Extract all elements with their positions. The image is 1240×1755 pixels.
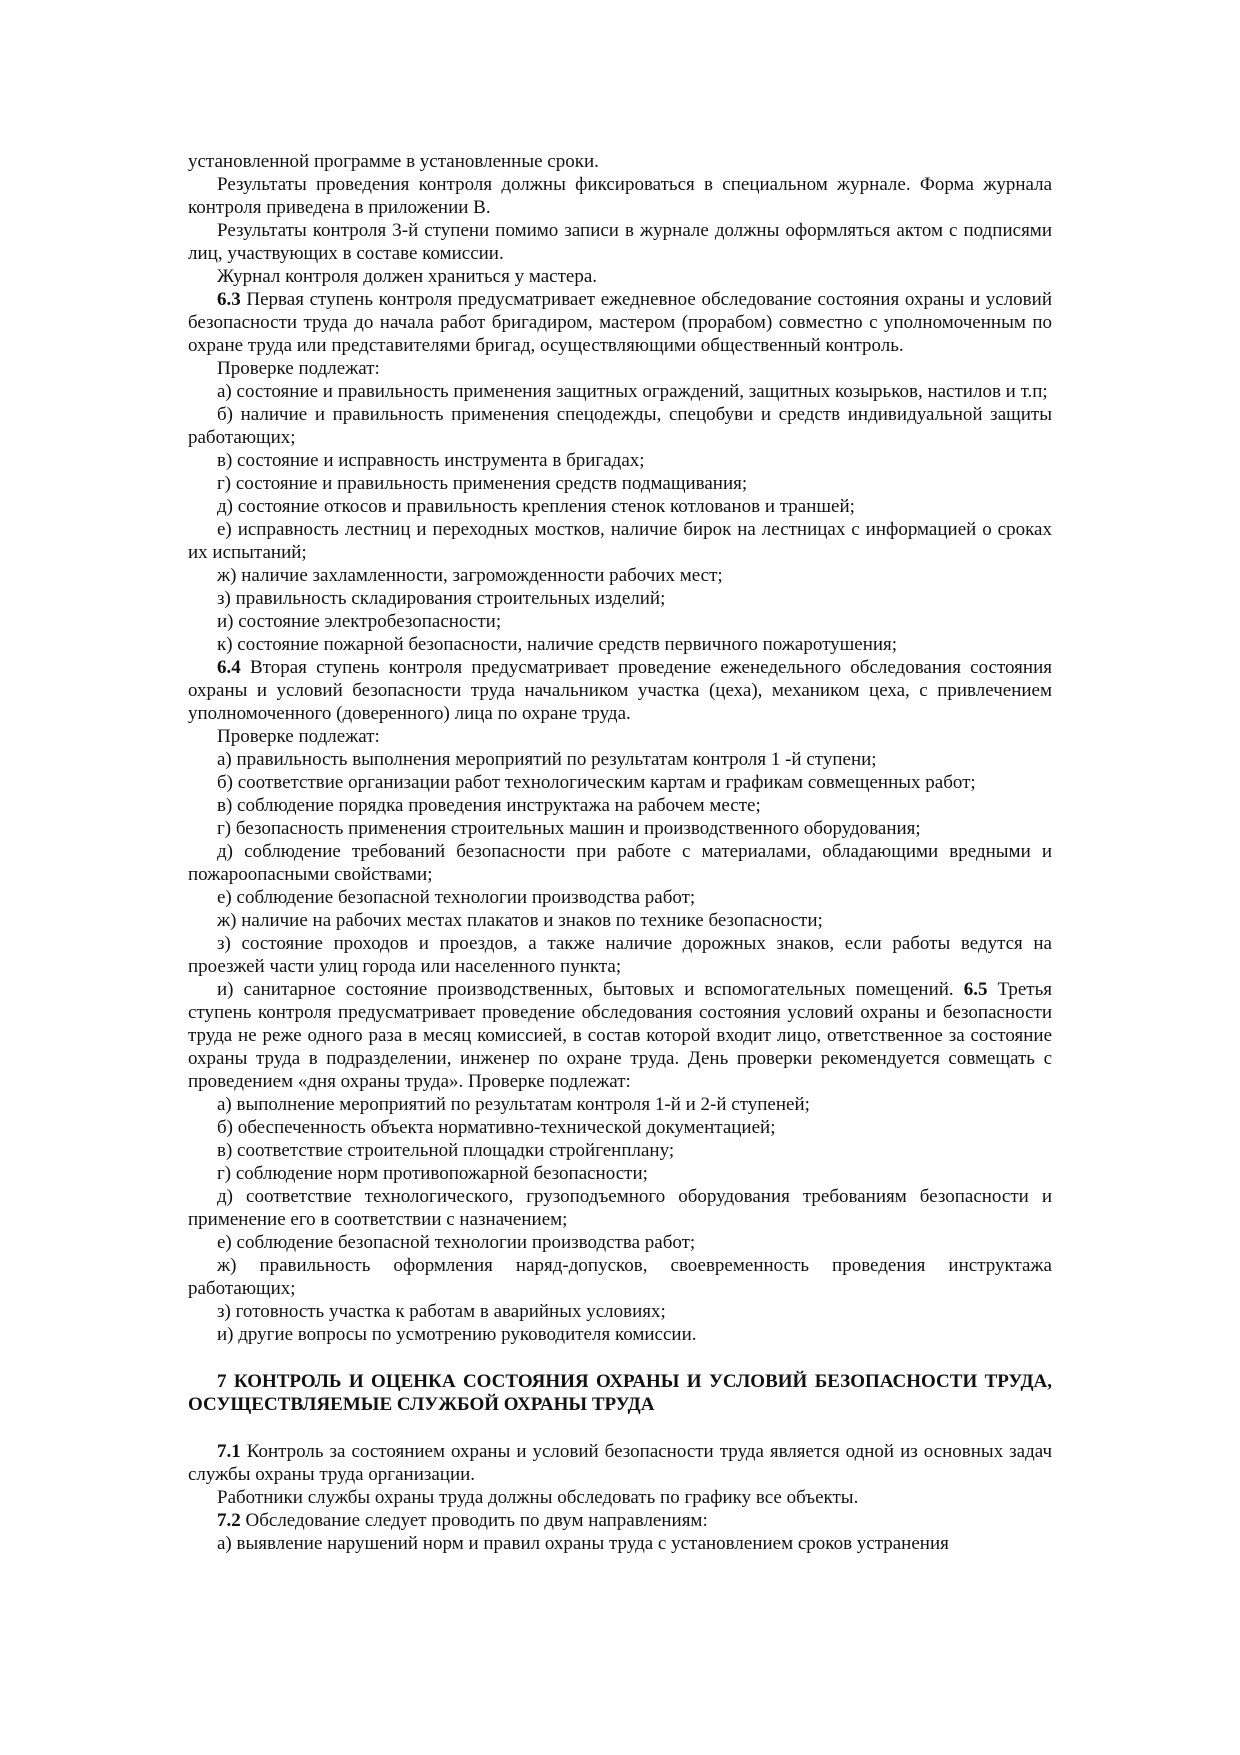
clause-number: 6.5 — [963, 979, 988, 1000]
paragraph-text: б) соответствие организации работ технологическим картам и графикам совмещенных работ; — [217, 772, 976, 793]
paragraph-text: ж) наличие на рабочих местах плакатов и знаков по технике безопасности; — [217, 910, 823, 931]
paragraph — [188, 932, 1052, 978]
paragraph-text: б) наличие и правильность применения спецодежды, спецобуви и средств индивидуальной защиты работающих; — [188, 404, 1052, 448]
paragraph-text: з) готовность участка к работам в аварийных условиях; — [217, 1301, 666, 1322]
paragraph — [188, 817, 1052, 840]
paragraph — [188, 403, 1052, 449]
paragraph — [188, 1440, 1052, 1486]
paragraph — [188, 1486, 1052, 1509]
paragraph-text: а) выполнение мероприятий по результатам контроля 1-й и 2-й ступеней; — [217, 1094, 810, 1115]
paragraph — [188, 1162, 1052, 1185]
paragraph — [188, 1093, 1052, 1116]
paragraph — [188, 449, 1052, 472]
paragraph — [188, 1532, 1052, 1555]
paragraph — [188, 472, 1052, 495]
paragraph — [188, 587, 1052, 610]
paragraph — [188, 1116, 1052, 1139]
paragraph — [188, 794, 1052, 817]
paragraph — [188, 564, 1052, 587]
section-paragraph-list — [188, 1440, 1052, 1555]
paragraph — [188, 725, 1052, 748]
paragraph-text: в) соблюдение порядка проведения инструктажа на рабочем месте; — [217, 795, 761, 816]
paragraph-text: Журнал контроля должен храниться у мастера. — [217, 266, 597, 287]
paragraph — [188, 265, 1052, 288]
paragraph — [188, 656, 1052, 725]
paragraph-text: Вторая ступень контроля предусматривает проведение еженедельного обследования состояния охраны и условий безопасности труда начальником участка (цеха), механиком цеха, с привлечением уполномоченного (доверенного) лица по охране труда. — [188, 657, 1052, 724]
paragraph — [188, 380, 1052, 403]
paragraph-text: е) соблюдение безопасной технологии производства работ; — [217, 1232, 696, 1253]
paragraph — [188, 1231, 1052, 1254]
paragraph-text: Обследование следует проводить по двум направлениям: — [245, 1510, 708, 1531]
paragraph-text: ж) наличие захламленности, загроможденности рабочих мест; — [217, 565, 723, 586]
paragraph-text: и) другие вопросы по усмотрению руководителя комиссии. — [217, 1324, 697, 1345]
paragraph — [188, 1254, 1052, 1300]
paragraph-text: Результаты контроля 3-й ступени помимо записи в журнале должны оформляться актом с подписями лиц, участвующих в составе комиссии. — [188, 220, 1052, 264]
paragraph — [188, 219, 1052, 265]
paragraph — [188, 978, 1052, 1093]
paragraph — [188, 1323, 1052, 1346]
paragraph-list — [188, 150, 1052, 1346]
paragraph — [188, 495, 1052, 518]
paragraph — [188, 771, 1052, 794]
clause-number: 7.1 — [217, 1441, 241, 1462]
paragraph-text: в) соответствие строительной площадки стройгенплану; — [217, 1140, 675, 1161]
paragraph-text: е) исправность лестниц и переходных мостков, наличие бирок на лестницах с информацией о сроках их испытаний; — [188, 519, 1052, 563]
paragraph — [188, 909, 1052, 932]
paragraph — [188, 150, 1052, 173]
paragraph-text: е) соблюдение безопасной технологии производства работ; — [217, 887, 696, 908]
paragraph-text: д) состояние откосов и правильность крепления стенок котлованов и траншей; — [217, 496, 855, 517]
paragraph — [188, 610, 1052, 633]
paragraph-text: Проверке подлежат: — [217, 726, 380, 747]
paragraph-text: б) обеспеченность объекта нормативно-технической документацией; — [217, 1117, 776, 1138]
paragraph — [188, 1185, 1052, 1231]
paragraph-text: установленной программе в установленные сроки. — [188, 151, 599, 172]
paragraph-text: з) состояние проходов и проездов, а также наличие дорожных знаков, если работы ведутся на проезжей части улиц города или населенного пункта; — [188, 933, 1052, 977]
paragraph — [188, 173, 1052, 219]
paragraph-text: г) соблюдение норм противопожарной безопасности; — [217, 1163, 648, 1184]
paragraph-text: Первая ступень контроля предусматривает ежедневное обследование состояния охраны и условий безопасности труда до начала работ бригадиром, мастером (прорабом) совместно с уполномоченным по охране труда или представителями бригад, осуществляющими общественный контроль. — [188, 289, 1052, 356]
paragraph-text: г) безопасность применения строительных машин и производственного оборудования; — [217, 818, 921, 839]
document-page — [188, 150, 1052, 1555]
clause-number: 6.4 — [217, 657, 241, 678]
paragraph-text: в) состояние и исправность инструмента в бригадах; — [217, 450, 645, 471]
paragraph-text: и) санитарное состояние производственных, бытовых и вспомогательных помещений. — [217, 979, 954, 1000]
paragraph-text: з) правильность складирования строительных изделий; — [217, 588, 666, 609]
paragraph — [188, 357, 1052, 380]
paragraph — [188, 1300, 1052, 1323]
paragraph-text: Работники службы охраны труда должны обследовать по графику все объекты. — [217, 1487, 859, 1508]
clause-number: 6.3 — [217, 289, 241, 310]
paragraph — [188, 1509, 1052, 1532]
paragraph-text: к) состояние пожарной безопасности, наличие средств первичного пожаротушения; — [217, 634, 898, 655]
paragraph-text: Результаты проведения контроля должны фиксироваться в специальном журнале. Форма журнала контроля приведена в приложении В. — [188, 174, 1052, 218]
paragraph-text: Проверке подлежат: — [217, 358, 380, 379]
paragraph-text: Третья ступень контроля предусматривает проведение обследования состояния условий охраны и безопасности труда не реже одного раза в месяц комиссией, в состав которой входит лицо, ответственное за состояние охраны труда в подразделении, инженер по охране труда. День проверки рекомендуется совмещать с проведением «дня охраны труда». Проверке подлежат: — [188, 979, 1052, 1092]
paragraph-text: а) состояние и правильность применения защитных ограждений, защитных козырьков, настилов и т.п; — [217, 381, 1048, 402]
paragraph-text: а) правильность выполнения мероприятий по результатам контроля 1 -й ступени; — [217, 749, 877, 770]
paragraph-text: г) состояние и правильность применения средств подмащивания; — [217, 473, 748, 494]
paragraph-text: д) соответствие технологического, грузоподъемного оборудования требованиям безопасности и применение его в соответствии с назначением; — [188, 1186, 1052, 1230]
paragraph — [188, 886, 1052, 909]
paragraph — [188, 840, 1052, 886]
paragraph — [188, 518, 1052, 564]
paragraph-text: Контроль за состоянием охраны и условий безопасности труда является одной из основных задач службы охраны труда организации. — [188, 1441, 1053, 1485]
section-heading: 7 КОНТРОЛЬ И ОЦЕНКА СОСТОЯНИЯ ОХРАНЫ И УСЛОВИЙ БЕЗОПАСНОСТИ ТРУДА, ОСУЩЕСТВЛЯЕМЫЕ СЛУЖБОЙ ОХРАНЫ ТРУДА — [188, 1371, 1052, 1415]
paragraph — [188, 748, 1052, 771]
paragraph-text: д) соблюдение требований безопасности при работе с материалами, обладающими вредными и пожароопасными свойствами; — [188, 841, 1052, 885]
paragraph-text: а) выявление нарушений норм и правил охраны труда с установлением сроков устранения — [217, 1533, 949, 1554]
clause-number: 7.2 — [217, 1510, 241, 1531]
paragraph-text: ж) правильность оформления наряд-допусков, своевременность проведения инструктажа работающих; — [188, 1255, 1052, 1299]
paragraph-text: и) состояние электробезопасности; — [217, 611, 502, 632]
paragraph — [188, 1139, 1052, 1162]
paragraph — [188, 633, 1052, 656]
paragraph — [188, 288, 1052, 357]
